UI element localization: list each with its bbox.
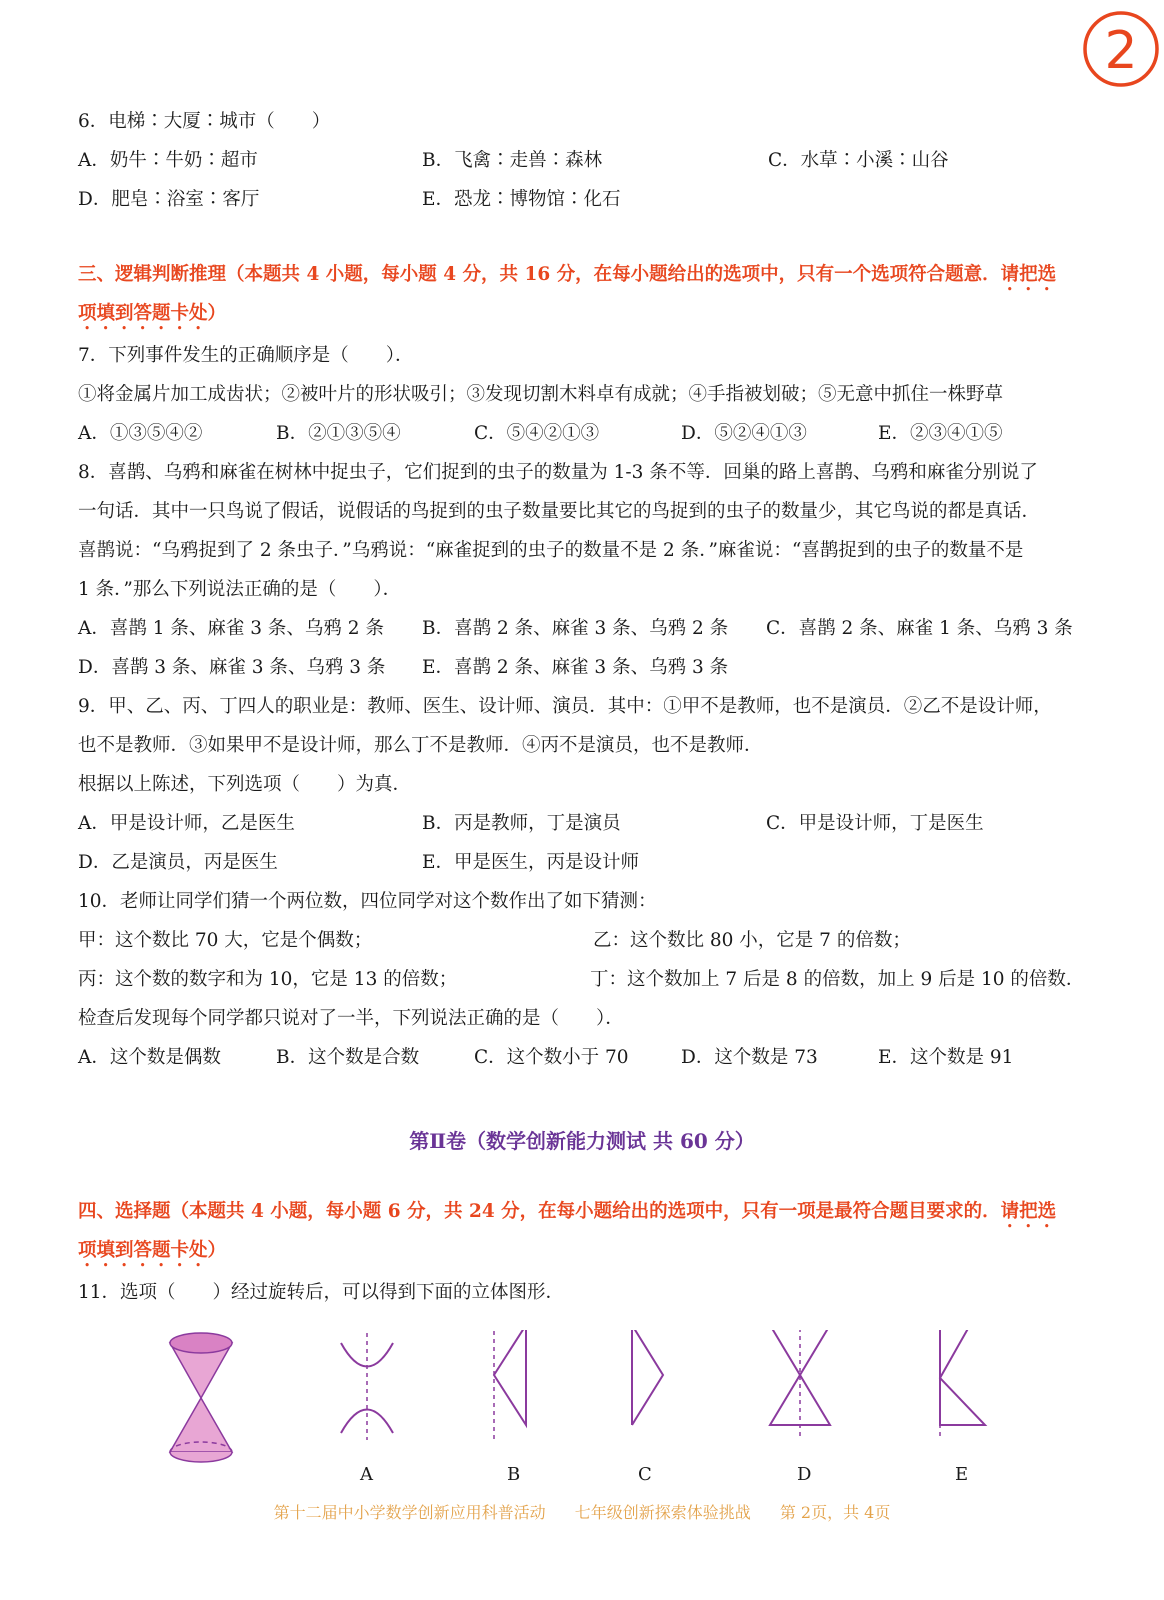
q6-stem: 6．电梯∶大厦∶城市（ ） [78, 111, 331, 132]
q6-option-d: D．肥皂∶浴室∶客厅 [78, 189, 260, 210]
q10-option-d: D．这个数是 73 [681, 1047, 818, 1068]
q8-line: 一句话．其中一只鸟说了假话，说假话的鸟捉到的虫子数量要比其它的鸟捉到的虫子的数量少，其它鸟说的都是真话． [78, 501, 1041, 522]
figure-option-b [494, 1330, 526, 1440]
q8-option-c: C．喜鹊 2 条、麻雀 1 条、乌鸦 3 条 [766, 618, 1073, 639]
q10-stem: 10．老师让同学们猜一个两位数，四位同学对这个数作出了如下猜测： [78, 891, 657, 912]
section4-heading-line1: 四、选择题（本题共 4 小题，每小题 6 分，共 24 分，在每小题给出的选项中，只有一项是最符合题目要求的．请把选 [78, 1201, 1057, 1222]
q7-stem: 7．下列事件发生的正确顺序是（ ）． [78, 345, 414, 366]
q10-check: 检查后发现每个同学都只说对了一半，下列说法正确的是（ ）． [78, 1008, 624, 1029]
q10-option-a: A．这个数是偶数 [78, 1047, 221, 1068]
part2-title: 第Ⅱ卷（数学创新能力测试 共 60 分） [409, 1129, 755, 1153]
footer-activity: 第十二届中小学数学创新应用科普活动 [273, 1503, 546, 1522]
q9-option-a: A．甲是设计师，乙是医生 [78, 813, 295, 834]
q7-events: ①将金属片加工成齿状；②被叶片的形状吸引；③发现切割木料卓有成就；④手指被划破；⑤无意中抓住一株野草 [78, 384, 1004, 405]
section4-heading-line2: 项填到答题卡处） [78, 1240, 227, 1261]
q7-option-c: C．⑤④②①③ [474, 423, 600, 444]
q9-line: 也不是教师．③如果甲不是设计师，那么丁不是教师．④丙不是演员，也不是教师． [78, 735, 763, 756]
figure-option-a [341, 1330, 393, 1440]
q8-line: 喜鹊说：“乌鸦捉到了 2 条虫子．”乌鸦说：“麻雀捉到的虫子的数量不是 2 条．”麻雀说：“喜鹊捉到的虫子的数量不是 [78, 540, 1024, 561]
q6-option-b: B．飞禽∶走兽∶森林 [422, 150, 603, 171]
q8-option-a: A．喜鹊 1 条、麻雀 3 条、乌鸦 2 条 [78, 618, 384, 639]
double-cone-solid [170, 1333, 232, 1462]
q10-option-e: E．这个数是 91 [878, 1047, 1014, 1068]
q9-line: 根据以上陈述，下列选项（ ）为真． [78, 774, 412, 795]
q11-stem: 11．选项（ ）经过旋转后，可以得到下面的立体图形． [78, 1282, 565, 1303]
footer-grade: 七年级创新探索体验挑战 [574, 1503, 751, 1522]
figure-option-c [632, 1330, 663, 1425]
q8-option-d: D．喜鹊 3 条、麻雀 3 条、乌鸦 3 条 [78, 657, 386, 678]
q6-option-c: C．水草∶小溪∶山谷 [768, 150, 949, 171]
q10-guess-bing: 丙：这个数的数字和为 10，它是 13 的倍数； [78, 969, 458, 990]
q9-option-e: E．甲是医生，丙是设计师 [422, 852, 640, 873]
section3-heading-line1: 三、逻辑判断推理（本题共 4 小题，每小题 4 分，共 16 分，在每小题给出的选项中，只有一个选项符合题意．请把选 [78, 264, 1057, 285]
figure-label-c: C [638, 1464, 652, 1485]
q6-option-e: E．恐龙∶博物馆∶化石 [422, 189, 621, 210]
q7-option-a: A．①③⑤④② [78, 423, 203, 444]
figure-label-d: D [797, 1464, 812, 1485]
q8-line: 8．喜鹊、乌鸦和麻雀在树林中捉虫子，它们捉到的虫子的数量为 1-3 条不等．回巢的路上喜鹊、乌鸦和麻雀分别说了 [78, 462, 1038, 483]
q10-option-b: B．这个数是合数 [276, 1047, 420, 1068]
q9-option-b: B．丙是教师，丁是演员 [422, 813, 621, 834]
q10-guess-jia: 甲：这个数比 70 大，它是个偶数； [78, 930, 373, 951]
q7-option-b: B．②①③⑤④ [276, 423, 401, 444]
q11-figures [0, 1330, 1164, 1500]
figure-option-e [940, 1330, 985, 1440]
figure-label-e: E [955, 1464, 969, 1485]
q10-option-c: C．这个数小于 70 [474, 1047, 629, 1068]
q8-option-b: B．喜鹊 2 条、麻雀 3 条、乌鸦 2 条 [422, 618, 729, 639]
footer-page: 第 2页，共 4页 [779, 1503, 891, 1522]
q6-option-a: A．奶牛∶牛奶∶超市 [78, 150, 258, 171]
page-footer [0, 1500, 1164, 1523]
q9-line: 9．甲、乙、丙、丁四人的职业是：教师、医生、设计师、演员．其中：①甲不是教师，也不是演员．②乙不是设计师， [78, 696, 1052, 717]
q8-option-e: E．喜鹊 2 条、麻雀 3 条、乌鸦 3 条 [422, 657, 729, 678]
page-number-mark [1080, 8, 1162, 90]
q7-option-d: D．⑤②④①③ [681, 423, 807, 444]
q7-option-e: E．②③④①⑤ [878, 423, 1003, 444]
svg-text:2: 2 [1104, 21, 1138, 81]
q9-option-c: C．甲是设计师，丁是医生 [766, 813, 984, 834]
q10-guess-yi: 乙：这个数比 80 小，它是 7 的倍数； [593, 930, 911, 951]
figure-label-b: B [507, 1464, 521, 1485]
q10-guess-ding: 丁：这个数加上 7 后是 8 的倍数，加上 9 后是 10 的倍数． [590, 969, 1085, 990]
section3-heading-line2: 项填到答题卡处） [78, 303, 227, 324]
figure-label-a: A [360, 1464, 373, 1485]
figure-option-d [770, 1330, 830, 1440]
q9-option-d: D．乙是演员，丙是医生 [78, 852, 278, 873]
q8-line: 1 条．”那么下列说法正确的是（ ）． [78, 579, 402, 600]
